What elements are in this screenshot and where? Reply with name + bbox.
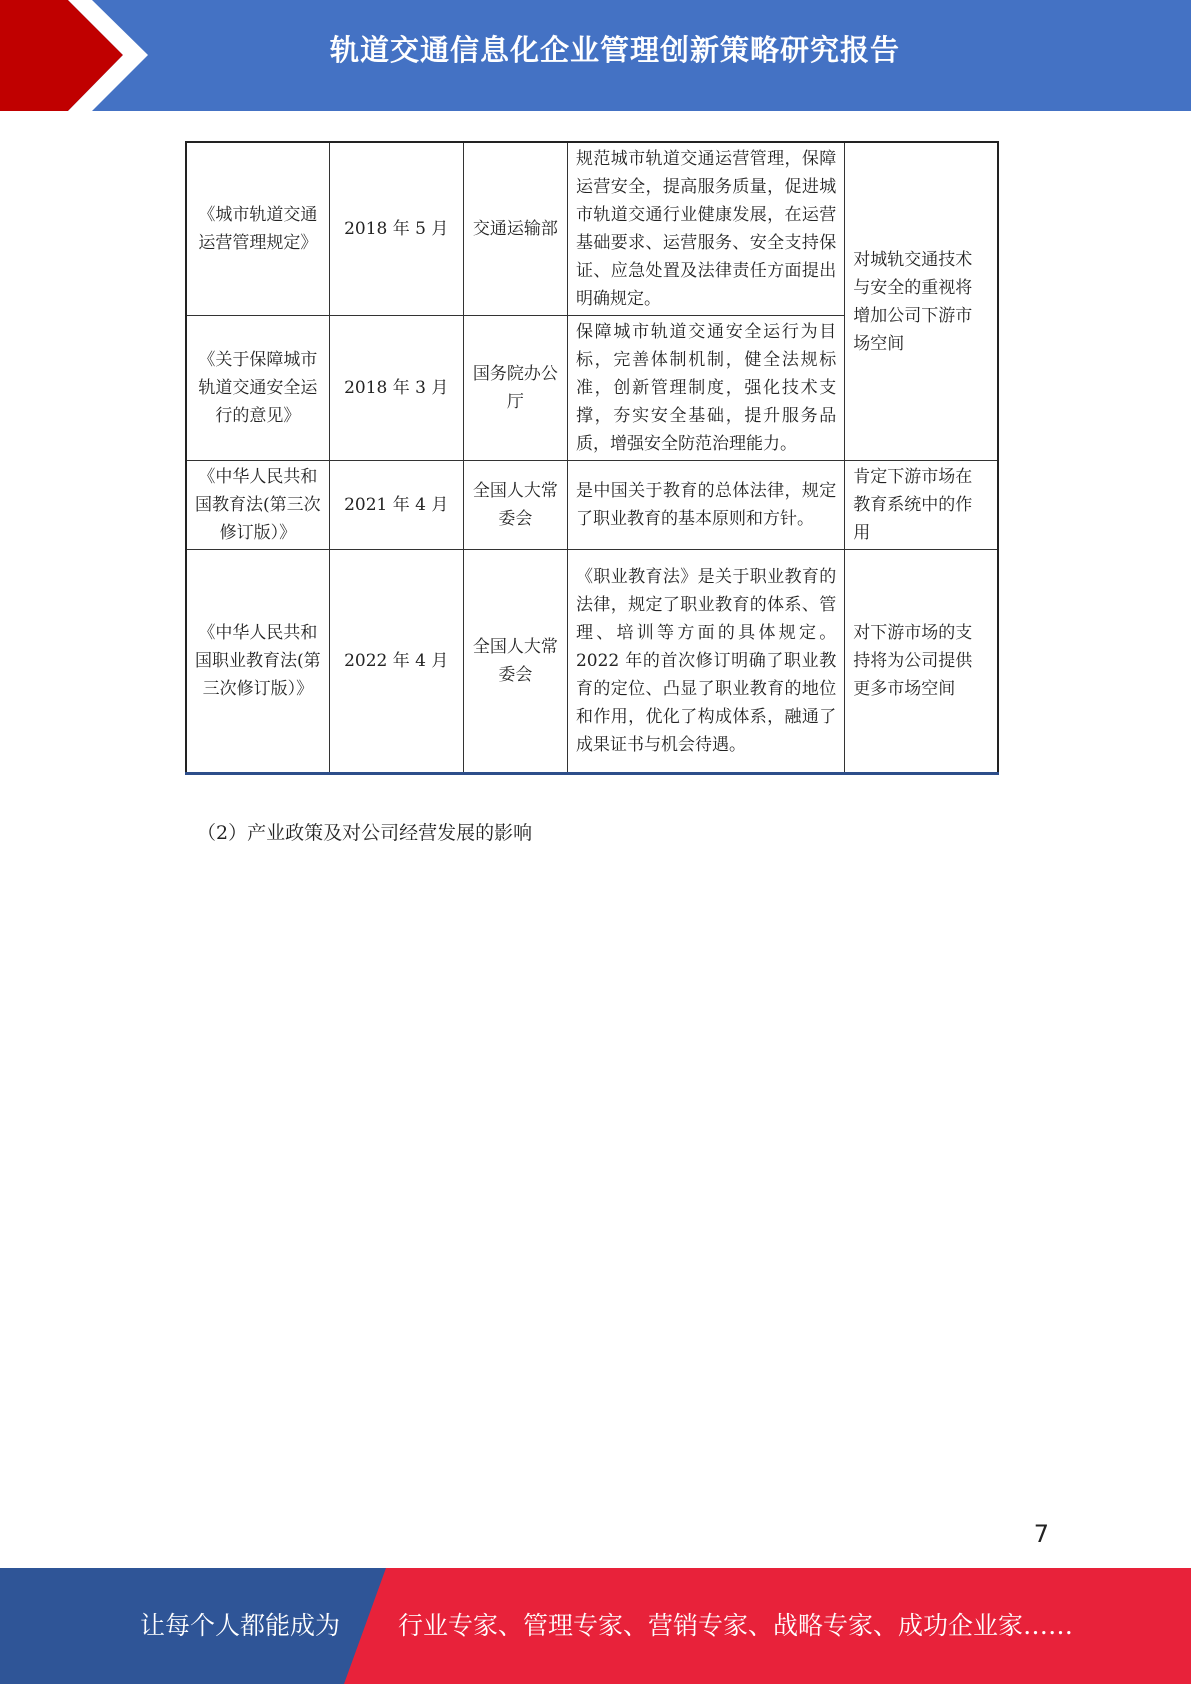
policy-date-cell: 2022 年 4 月 [329,550,463,774]
policy-desc-cell: 规范城市轨道交通运营管理，保障运营安全，提高服务质量，促进城市轨道交通行业健康发展，在运营基础要求、运营服务、安全支持保证、应急处置及法律责任方面提出明确规定。 [567,142,844,316]
policy-desc-cell: 《职业教育法》是关于职业教育的法律，规定了职业教育的体系、管理、培训等方面的具体规定。2022 年的首次修订明确了职业教育的定位、凸显了职业教育的地位和作用，优化了构成体系，融通了成果证书与机会待遇。 [567,550,844,774]
page-number: 7 [1033,1520,1049,1548]
page-header [0,0,1191,111]
policy-org-cell: 交通运输部 [463,142,567,316]
policy-name-cell: 《关于保障城市轨道交通安全运行的意见》 [186,316,329,461]
page-footer [0,1568,1191,1684]
policy-date-cell: 2021 年 4 月 [329,461,463,550]
policy-impact-cell: 肯定下游市场在教育系统中的作用 [845,461,998,550]
policy-table [185,141,999,775]
table-row [186,142,998,316]
policy-name-cell: 《城市轨道交通运营管理规定》 [186,142,329,316]
policy-org-cell: 全国人大常委会 [463,461,567,550]
policy-desc-cell: 保障城市轨道交通安全运行为目标，完善体制机制，健全法规标准，创新管理制度，强化技术支撑，夯实安全基础，提升服务品质，增强安全防范治理能力。 [567,316,844,461]
policy-name-cell: 《中华人民共和国教育法(第三次修订版）》 [186,461,329,550]
policy-impact-cell: 对城轨交通技术与安全的重视将增加公司下游市场空间 [845,142,998,461]
policy-desc-cell: 是中国关于教育的总体法律，规定了职业教育的基本原则和方针。 [567,461,844,550]
report-title: 轨道交通信息化企业管理创新策略研究报告 [329,33,900,67]
footer-slogan-left: 让每个人都能成为 [140,1611,341,1640]
policy-impact-cell: 对下游市场的支持将为公司提供更多市场空间 [845,550,998,774]
policy-name-cell: 《中华人民共和国职业教育法(第三次修订版）》 [186,550,329,774]
section-heading: （2）产业政策及对公司经营发展的影响 [197,822,533,844]
table-row [186,461,998,550]
policy-org-cell: 全国人大常委会 [463,550,567,774]
footer-slogan-right: 行业专家、管理专家、营销专家、战略专家、成功企业家…… [398,1611,1074,1640]
policy-date-cell: 2018 年 5 月 [329,142,463,316]
table-row [186,550,998,774]
policy-org-cell: 国务院办公厅 [463,316,567,461]
policy-date-cell: 2018 年 3 月 [329,316,463,461]
header-chevron-decoration [0,0,160,111]
